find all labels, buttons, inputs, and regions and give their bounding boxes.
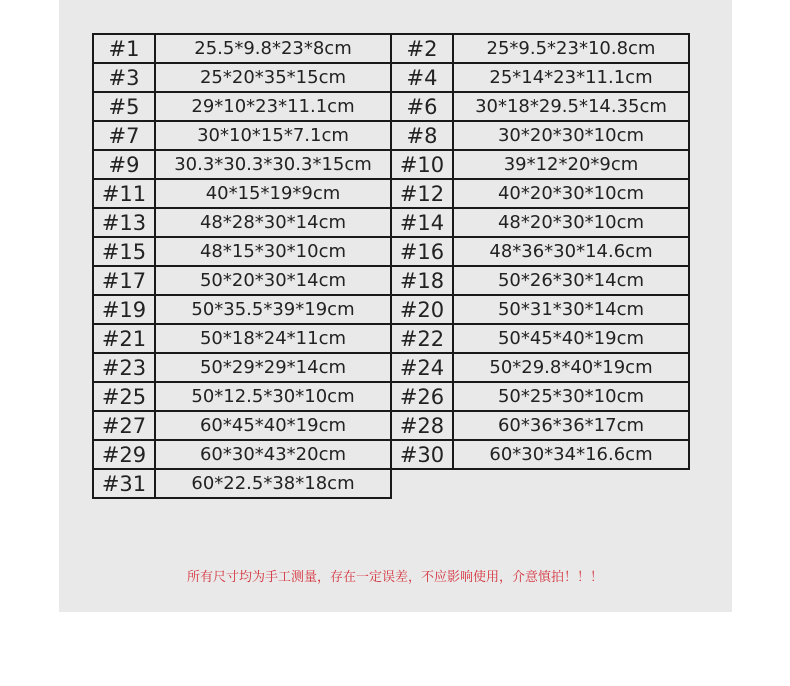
size-dimensions-cell: 50*45*40*19cm <box>453 324 689 353</box>
size-id-cell: #5 <box>93 92 155 121</box>
measurement-disclaimer: 所有尺寸均为手工测量，存在一定误差，不应影响使用，介意慎拍！！！ <box>186 570 603 585</box>
table-row <box>93 440 689 469</box>
size-id-cell: #11 <box>93 179 155 208</box>
table-row <box>93 237 689 266</box>
size-id-cell: #15 <box>93 237 155 266</box>
size-dimensions-cell: 50*18*24*11cm <box>155 324 391 353</box>
size-dimensions-cell: 50*29*29*14cm <box>155 353 391 382</box>
size-id-cell: #20 <box>391 295 453 324</box>
size-id-cell: #8 <box>391 121 453 150</box>
size-dimensions-cell: 25*9.5*23*10.8cm <box>453 34 689 63</box>
table-row <box>93 121 689 150</box>
size-id-cell: #13 <box>93 208 155 237</box>
size-id-cell: #31 <box>93 469 155 498</box>
size-dimensions-cell: 50*12.5*30*10cm <box>155 382 391 411</box>
table-row <box>93 266 689 295</box>
size-dimensions-cell: 40*15*19*9cm <box>155 179 391 208</box>
table-row <box>93 295 689 324</box>
size-dimensions-cell: 48*15*30*10cm <box>155 237 391 266</box>
size-dimensions-cell: 30.3*30.3*30.3*15cm <box>155 150 391 179</box>
size-table-body <box>93 34 689 498</box>
size-dimensions-cell: 60*30*43*20cm <box>155 440 391 469</box>
size-dimensions-cell: 29*10*23*11.1cm <box>155 92 391 121</box>
empty-cell <box>453 469 689 498</box>
size-id-cell: #27 <box>93 411 155 440</box>
size-id-cell: #17 <box>93 266 155 295</box>
size-id-cell: #24 <box>391 353 453 382</box>
size-id-cell: #21 <box>93 324 155 353</box>
size-table <box>92 33 690 499</box>
size-id-cell: #16 <box>391 237 453 266</box>
table-row <box>93 150 689 179</box>
table-row <box>93 179 689 208</box>
size-id-cell: #23 <box>93 353 155 382</box>
size-id-cell: #22 <box>391 324 453 353</box>
table-row <box>93 353 689 382</box>
size-dimensions-cell: 48*36*30*14.6cm <box>453 237 689 266</box>
size-dimensions-cell: 50*31*30*14cm <box>453 295 689 324</box>
size-id-cell: #9 <box>93 150 155 179</box>
size-id-cell: #3 <box>93 63 155 92</box>
size-dimensions-cell: 39*12*20*9cm <box>453 150 689 179</box>
size-id-cell: #4 <box>391 63 453 92</box>
size-dimensions-cell: 40*20*30*10cm <box>453 179 689 208</box>
size-id-cell: #18 <box>391 266 453 295</box>
size-dimensions-cell: 50*29.8*40*19cm <box>453 353 689 382</box>
size-id-cell: #28 <box>391 411 453 440</box>
size-dimensions-cell: 60*30*34*16.6cm <box>453 440 689 469</box>
size-dimensions-cell: 50*35.5*39*19cm <box>155 295 391 324</box>
size-dimensions-cell: 60*22.5*38*18cm <box>155 469 391 498</box>
size-dimensions-cell: 25*20*35*15cm <box>155 63 391 92</box>
size-dimensions-cell: 30*18*29.5*14.35cm <box>453 92 689 121</box>
table-row <box>93 63 689 92</box>
size-id-cell: #1 <box>93 34 155 63</box>
table-row <box>93 411 689 440</box>
size-dimensions-cell: 25*14*23*11.1cm <box>453 63 689 92</box>
size-dimensions-cell: 30*20*30*10cm <box>453 121 689 150</box>
size-id-cell: #26 <box>391 382 453 411</box>
size-dimensions-cell: 50*26*30*14cm <box>453 266 689 295</box>
table-row <box>93 469 689 498</box>
table-row <box>93 34 689 63</box>
size-id-cell: #19 <box>93 295 155 324</box>
size-id-cell: #2 <box>391 34 453 63</box>
size-dimensions-cell: 48*28*30*14cm <box>155 208 391 237</box>
size-dimensions-cell: 30*10*15*7.1cm <box>155 121 391 150</box>
size-id-cell: #14 <box>391 208 453 237</box>
table-row <box>93 324 689 353</box>
table-row <box>93 382 689 411</box>
size-id-cell: #10 <box>391 150 453 179</box>
size-id-cell: #12 <box>391 179 453 208</box>
size-dimensions-cell: 25.5*9.8*23*8cm <box>155 34 391 63</box>
size-dimensions-cell: 60*45*40*19cm <box>155 411 391 440</box>
size-id-cell: #6 <box>391 92 453 121</box>
size-id-cell: #25 <box>93 382 155 411</box>
table-row <box>93 92 689 121</box>
size-id-cell: #7 <box>93 121 155 150</box>
size-dimensions-cell: 50*25*30*10cm <box>453 382 689 411</box>
size-id-cell: #29 <box>93 440 155 469</box>
size-dimensions-cell: 48*20*30*10cm <box>453 208 689 237</box>
size-dimensions-cell: 50*20*30*14cm <box>155 266 391 295</box>
empty-cell <box>391 469 453 498</box>
table-row <box>93 208 689 237</box>
size-dimensions-cell: 60*36*36*17cm <box>453 411 689 440</box>
size-id-cell: #30 <box>391 440 453 469</box>
